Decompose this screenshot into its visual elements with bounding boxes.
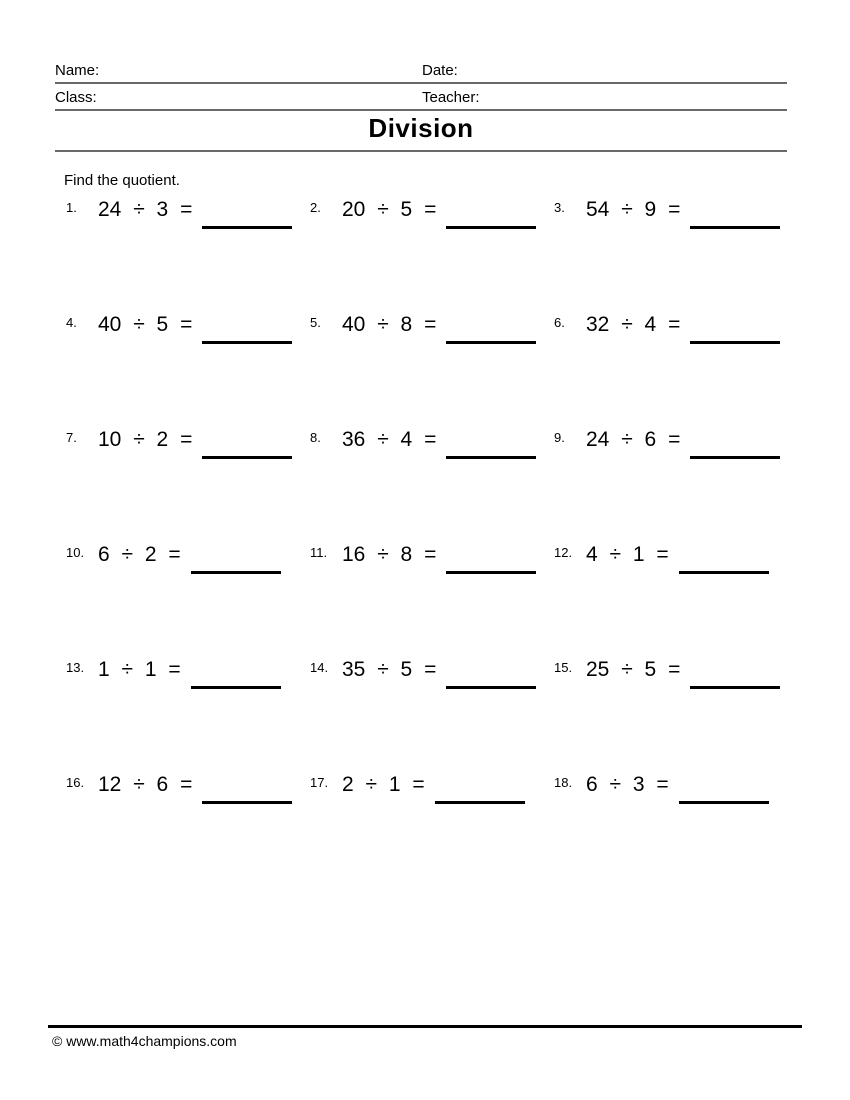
problem-number: 13. [66,660,85,675]
answer-blank-5[interactable] [446,341,536,344]
answer-blank-7[interactable] [202,456,292,459]
answer-blank-4[interactable] [202,341,292,344]
problem-16 [66,773,310,888]
problem-expression: 10 ÷ 2 = [98,428,193,451]
answer-blank-18[interactable] [679,801,769,804]
problems-grid [66,198,806,888]
answer-blank-15[interactable] [690,686,780,689]
answer-blank-3[interactable] [690,226,780,229]
problem-8 [310,428,554,543]
problem-18 [554,773,798,888]
problem-number: 8. [310,430,321,445]
problem-expression: 6 ÷ 3 = [586,773,669,796]
problem-expression: 40 ÷ 8 = [342,313,437,336]
answer-blank-11[interactable] [446,571,536,574]
class-write-area[interactable] [97,91,422,109]
problem-number: 4. [66,315,77,330]
problem-6 [554,313,798,428]
problem-expression: 54 ÷ 9 = [586,198,681,221]
answer-blank-2[interactable] [446,226,536,229]
problem-number: 2. [310,200,321,215]
problem-expression: 24 ÷ 6 = [586,428,681,451]
problem-expression: 20 ÷ 5 = [342,198,437,221]
problem-number: 11. [310,545,328,560]
problem-number: 12. [554,545,573,560]
instruction-text: Find the quotient. [64,172,180,189]
title-rule [55,113,787,152]
problem-expression: 36 ÷ 4 = [342,428,437,451]
problem-15 [554,658,798,773]
problem-11 [310,543,554,658]
answer-blank-8[interactable] [446,456,536,459]
problem-expression: 6 ÷ 2 = [98,543,181,566]
name-date-row [55,58,787,84]
answer-blank-1[interactable] [202,226,292,229]
problem-number: 1. [66,200,77,215]
footer-rule [48,1025,802,1028]
date-write-area[interactable] [458,64,787,82]
class-teacher-row [55,85,787,111]
problem-14 [310,658,554,773]
problem-10 [66,543,310,658]
problem-expression: 12 ÷ 6 = [98,773,193,796]
problem-expression: 25 ÷ 5 = [586,658,681,681]
problem-expression: 24 ÷ 3 = [98,198,193,221]
problem-1 [66,198,310,313]
class-label: Class: [55,89,97,106]
teacher-label: Teacher: [422,89,480,106]
name-write-area[interactable] [99,64,422,82]
teacher-write-area[interactable] [480,91,787,109]
problem-3 [554,198,798,313]
header [55,58,787,112]
problem-number: 7. [66,430,77,445]
problem-number: 10. [66,545,85,560]
problem-5 [310,313,554,428]
page-title: Division [368,113,474,143]
answer-blank-13[interactable] [191,686,281,689]
date-label: Date: [422,62,458,79]
problem-7 [66,428,310,543]
problem-2 [310,198,554,313]
problem-expression: 32 ÷ 4 = [586,313,681,336]
problem-4 [66,313,310,428]
problem-expression: 1 ÷ 1 = [98,658,181,681]
problem-12 [554,543,798,658]
problem-number: 14. [310,660,329,675]
problem-number: 5. [310,315,321,330]
answer-blank-12[interactable] [679,571,769,574]
problem-number: 3. [554,200,565,215]
problem-number: 16. [66,775,85,790]
problem-number: 9. [554,430,565,445]
answer-blank-14[interactable] [446,686,536,689]
problem-expression: 16 ÷ 8 = [342,543,437,566]
problem-expression: 4 ÷ 1 = [586,543,669,566]
answer-blank-16[interactable] [202,801,292,804]
answer-blank-9[interactable] [690,456,780,459]
problem-17 [310,773,554,888]
answer-blank-10[interactable] [191,571,281,574]
problem-13 [66,658,310,773]
problem-number: 18. [554,775,573,790]
answer-blank-17[interactable] [435,801,525,804]
copyright-text: © www.math4champions.com [52,1033,237,1049]
problem-9 [554,428,798,543]
name-label: Name: [55,62,100,79]
problem-expression: 40 ÷ 5 = [98,313,193,336]
problem-expression: 2 ÷ 1 = [342,773,425,796]
answer-blank-6[interactable] [690,341,780,344]
problem-expression: 35 ÷ 5 = [342,658,437,681]
problem-number: 6. [554,315,565,330]
problem-number: 17. [310,775,329,790]
problem-number: 15. [554,660,573,675]
